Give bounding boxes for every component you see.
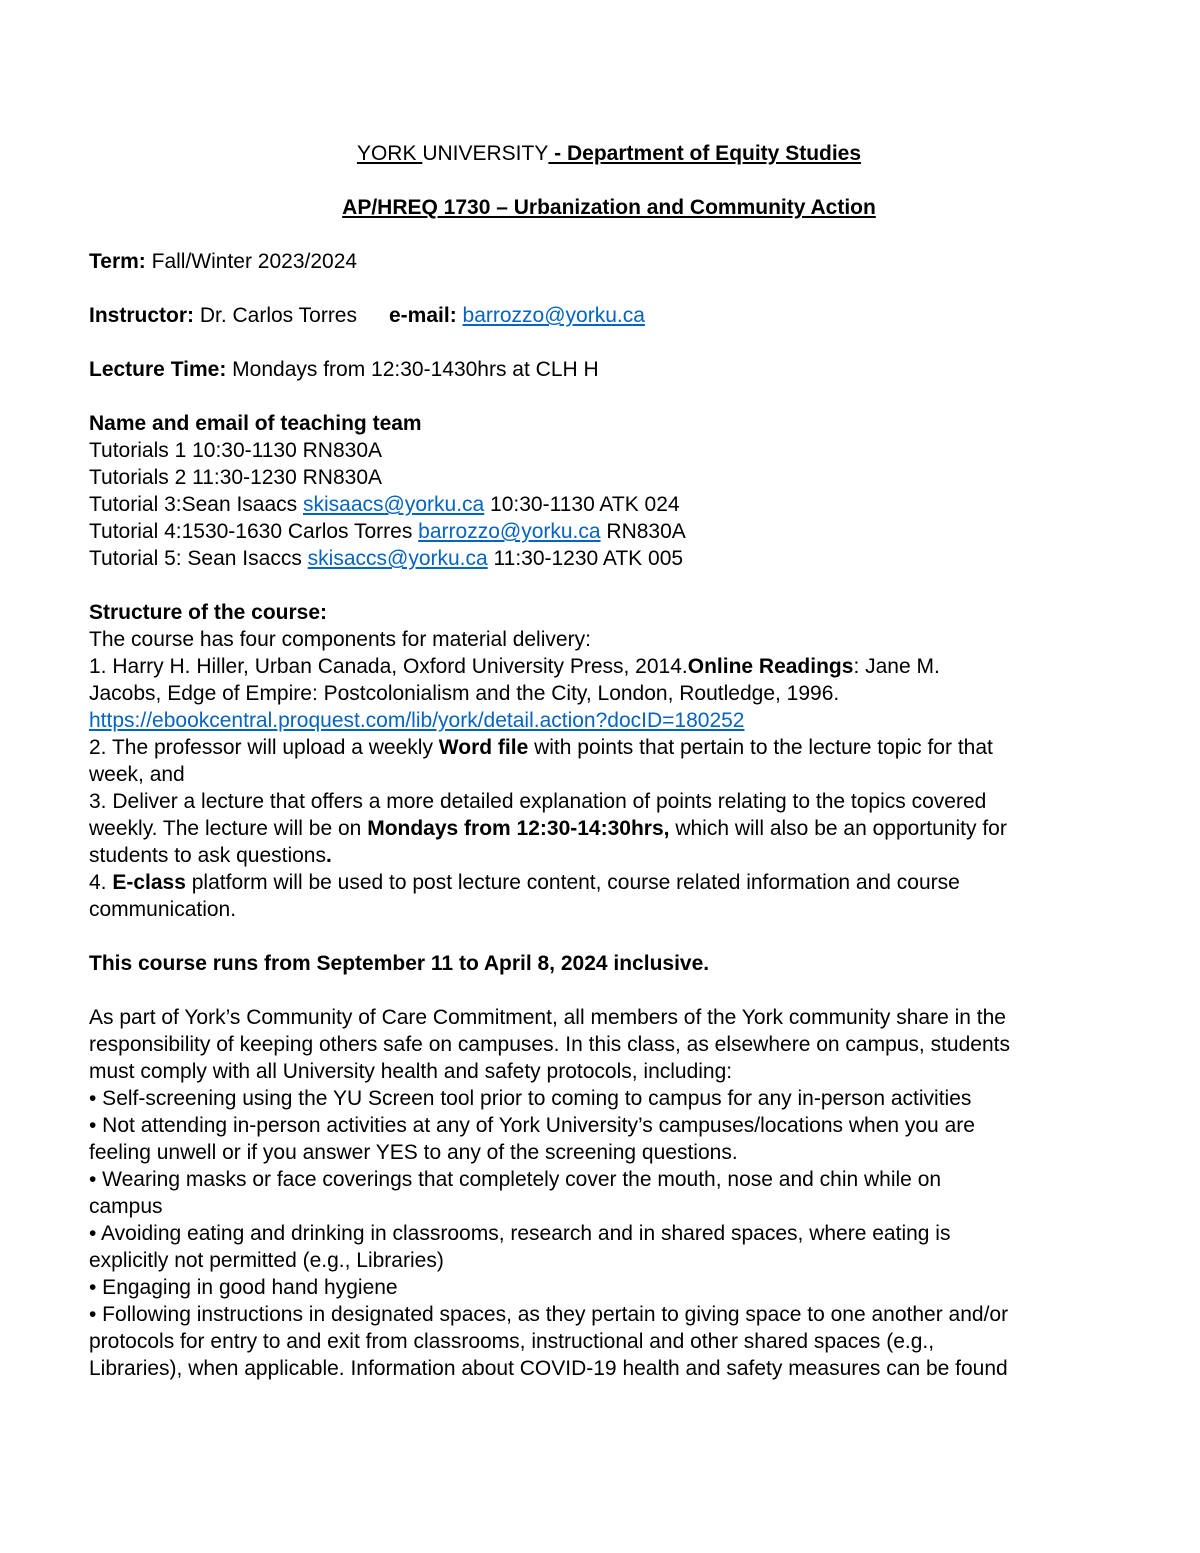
department-name: - Department of Equity Studies	[548, 142, 862, 165]
lecture-time-line	[89, 356, 1129, 383]
online-readings-label: Online Readings	[687, 655, 854, 678]
care-line-3: must comply with all University health and safety protocols, including:	[89, 1060, 733, 1083]
structure-item-2	[89, 734, 1129, 761]
instructor-line	[89, 302, 1129, 329]
bullet-masks-cont: campus	[89, 1195, 163, 1218]
course-dates	[89, 950, 1129, 977]
item-2-text-b: with points that pertain to the lecture topic for that	[528, 736, 993, 759]
bullet-masks: • Wearing masks or face coverings that completely cover the mouth, nose and chin while on	[89, 1168, 942, 1191]
university-header	[89, 140, 1129, 167]
eclass-label: E-class	[112, 871, 186, 894]
tutorial-4-email-link[interactable]: barrozzo@yorku.ca	[418, 520, 601, 543]
item-4-number: 4.	[89, 871, 113, 894]
structure-item-4	[89, 869, 1129, 896]
bullet-not-attending: • Not attending in-person activities at any of York University’s campuses/locations when you are	[89, 1114, 975, 1137]
document-page	[89, 140, 1129, 1382]
item-4-text: platform will be used to post lecture content, course related information and course	[185, 871, 960, 894]
lecture-schedule-bold: Mondays from 12:30-14:30hrs,	[367, 817, 670, 840]
bullet-self-screening: • Self-screening using the YU Screen tool prior to coming to campus for any in-person activities	[89, 1087, 972, 1110]
bullet-not-attending-cont: feeling unwell or if you answer YES to any of the screening questions.	[89, 1141, 738, 1164]
course-title: AP/HREQ 1730 – Urbanization and Community Action	[342, 196, 876, 219]
course-dates-text: This course runs from September 11 to April 8, 2024 inclusive.	[89, 952, 710, 975]
word-file-label: Word file	[438, 736, 529, 759]
tutorial-3-time: 10:30-1130 ATK 024	[484, 493, 680, 516]
instructor-name: Dr. Carlos Torres	[194, 304, 357, 327]
tutorial-5-text: Tutorial 5: Sean Isaccs	[89, 547, 308, 570]
term-label: Term:	[89, 250, 146, 273]
tutorial-1: Tutorials 1 10:30-1130 RN830A	[89, 439, 383, 462]
university-word: UNIVERSITY	[422, 142, 549, 165]
structure-item-3-end	[89, 842, 1129, 869]
teaching-team-heading-text: Name and email of teaching team	[89, 412, 422, 435]
tutorial-5	[89, 545, 1129, 572]
bullet-eating: • Avoiding eating and drinking in classrooms, research and in shared spaces, where eating is	[89, 1222, 951, 1245]
email-label: e-mail:	[389, 304, 457, 327]
tutorial-4-room: RN830A	[600, 520, 686, 543]
york-word: YORK	[356, 142, 423, 165]
lecture-time-value: Mondays from 12:30-1430hrs at CLH H	[226, 358, 599, 381]
item-2-text: 2. The professor will upload a weekly	[89, 736, 439, 759]
structure-item-1-link-line	[89, 707, 1129, 734]
item-3-text-d: students to ask questions	[89, 844, 326, 867]
structure-item-3: 3. Deliver a lecture that offers a more detailed explanation of points relating to the topics covered	[89, 790, 987, 813]
lecture-time-label: Lecture Time:	[89, 358, 227, 381]
structure-heading-text: Structure of the course:	[89, 601, 328, 624]
item-1-text: 1. Harry H. Hiller, Urban Canada, Oxford University Press, 2014.	[89, 655, 688, 678]
bullet-instructions-cont-2: Libraries), when applicable. Information about COVID-19 health and safety measures can be found	[89, 1357, 1008, 1380]
item-3-text-b: weekly. The lecture will be on	[89, 817, 368, 840]
structure-item-2-cont: week, and	[89, 763, 185, 786]
care-line-2: responsibility of keeping others safe on campuses. In this class, as elsewhere on campus, students	[89, 1033, 1010, 1056]
instructor-email-link[interactable]: barrozzo@yorku.ca	[462, 304, 645, 327]
tutorial-4-text: Tutorial 4:1530-1630 Carlos Torres	[89, 520, 419, 543]
term-line	[89, 248, 1129, 275]
item-1-author: : Jane M.	[853, 655, 940, 678]
teaching-team-heading	[89, 410, 1129, 437]
structure-intro: The course has four components for material delivery:	[89, 628, 591, 651]
care-line-1: As part of York’s Community of Care Commitment, all members of the York community share in the	[89, 1006, 1006, 1029]
tutorial-3	[89, 491, 1129, 518]
bullet-instructions-cont-1: protocols for entry to and exit from classrooms, instructional and other shared spaces (e.g.,	[89, 1330, 935, 1353]
bullet-eating-cont: explicitly not permitted (e.g., Libraries)	[89, 1249, 444, 1272]
tutorial-4	[89, 518, 1129, 545]
item-3-dot: .	[325, 844, 332, 867]
bullet-instructions: • Following instructions in designated spaces, as they pertain to giving space to one another and/or	[89, 1303, 1009, 1326]
ebook-link[interactable]: https://ebookcentral.proquest.com/lib/york/detail.action?docID=180252	[89, 709, 745, 732]
item-3-text-c: which will also be an opportunity for	[669, 817, 1007, 840]
structure-heading	[89, 599, 1129, 626]
tutorial-2: Tutorials 2 11:30-1230 RN830A	[89, 466, 383, 489]
structure-item-1-cont: Jacobs, Edge of Empire: Postcolonialism and the City, London, Routledge, 1996.	[89, 682, 840, 705]
tutorial-3-text: Tutorial 3:Sean Isaacs	[89, 493, 303, 516]
structure-item-1	[89, 653, 1129, 680]
tutorial-5-email-link[interactable]: skisaccs@yorku.ca	[307, 547, 488, 570]
tutorial-3-email-link[interactable]: skisaacs@yorku.ca	[303, 493, 485, 516]
instructor-label: Instructor:	[89, 304, 194, 327]
bullet-hygiene: • Engaging in good hand hygiene	[89, 1276, 398, 1299]
tutorial-5-time: 11:30-1230 ATK 005	[487, 547, 684, 570]
structure-item-3-cont	[89, 815, 1129, 842]
structure-item-4-cont: communication.	[89, 898, 237, 921]
term-value: Fall/Winter 2023/2024	[145, 250, 358, 273]
